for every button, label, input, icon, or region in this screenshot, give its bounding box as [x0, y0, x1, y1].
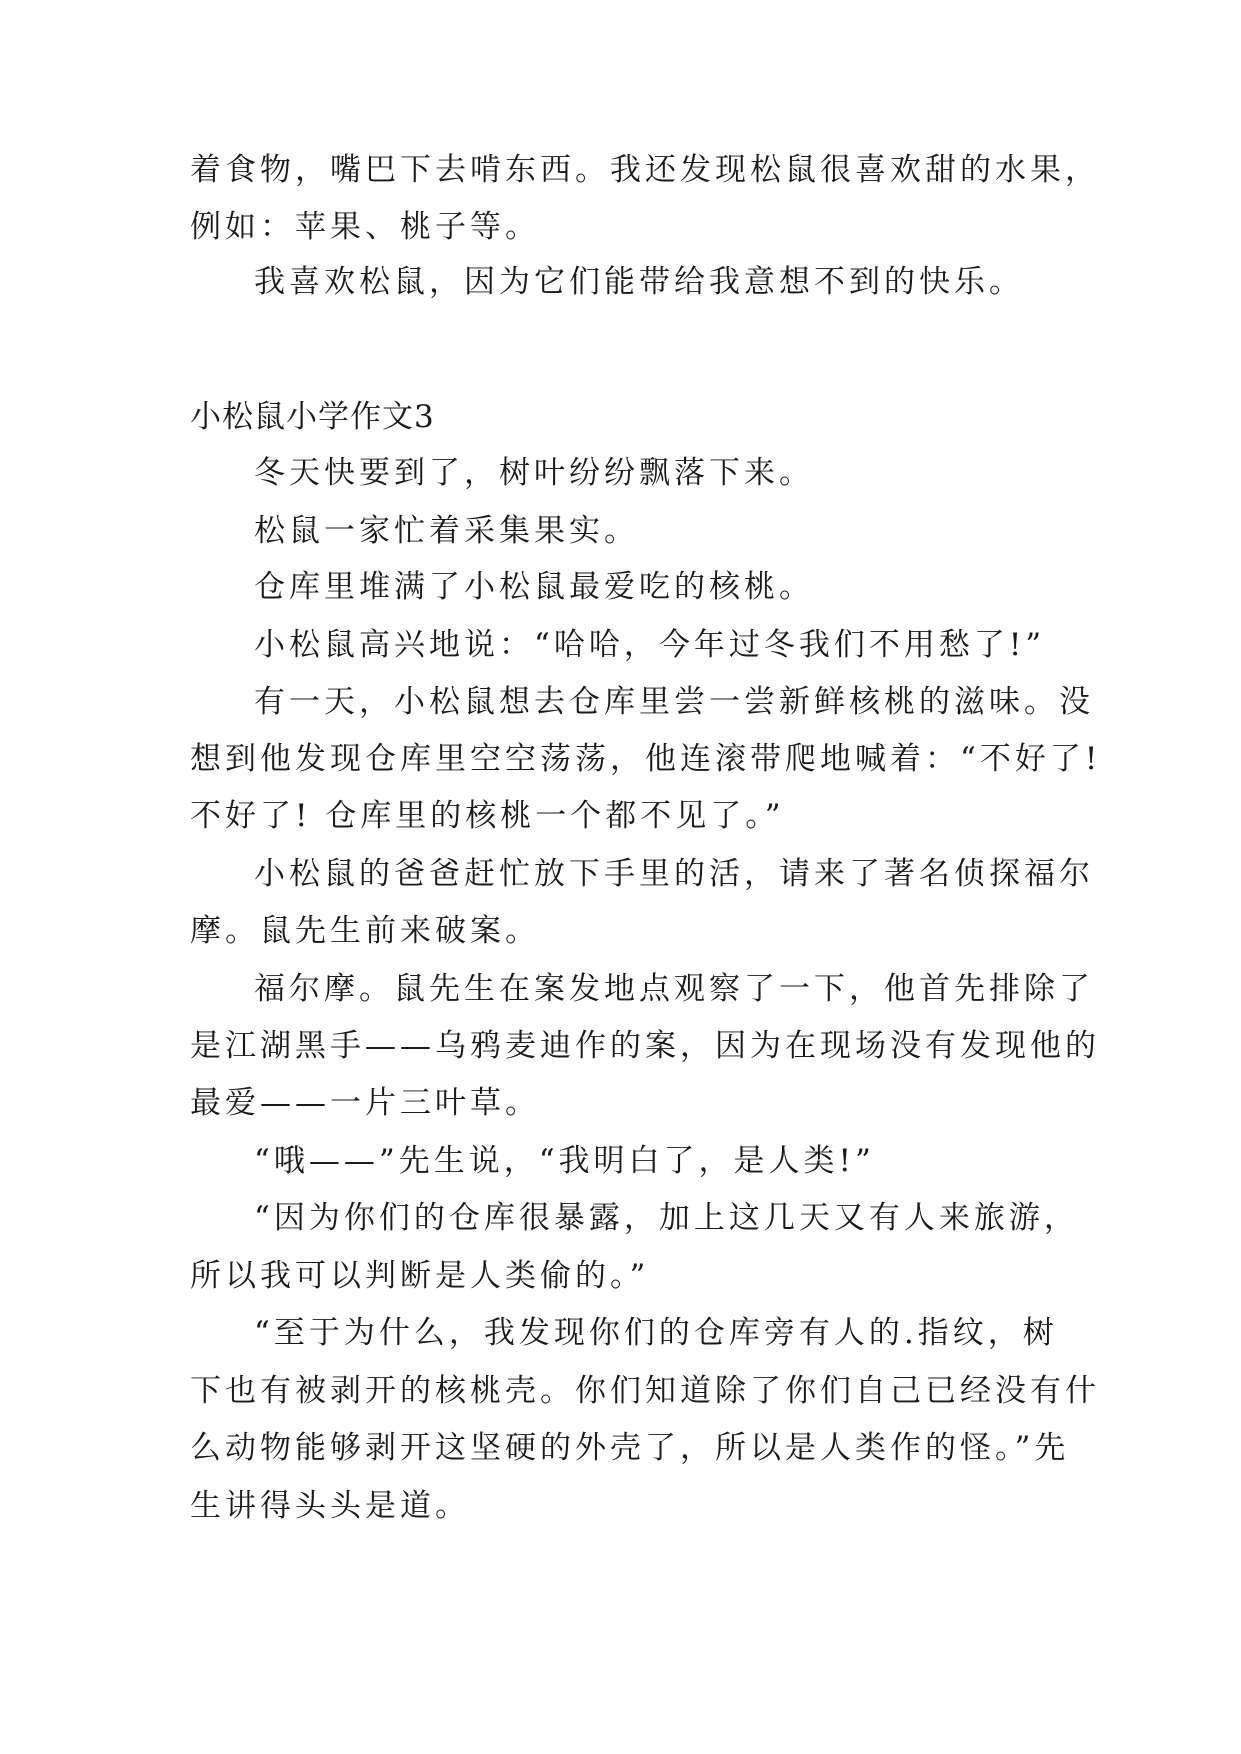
paragraph-line: 摩。鼠先生前来破案。 — [190, 913, 540, 949]
paragraph-line: 下也有被剥开的核桃壳。你们知道除了你们自己已经没有什 — [190, 1373, 1100, 1409]
paragraph-line: 冬天快要到了，树叶纷纷飘落下来。 — [254, 455, 814, 491]
paragraph-line: 最爱——一片三叶草。 — [190, 1085, 540, 1121]
paragraph-line: 是江湖黑手——乌鸦麦迪作的案，因为在现场没有发现他的 — [190, 1028, 1100, 1064]
paragraph-line: 有一天，小松鼠想去仓库里尝一尝新鲜核桃的滋味。没 — [254, 684, 1094, 720]
paragraph-line: 福尔摩。鼠先生在案发地点观察了一下，他首先排除了 — [254, 971, 1094, 1007]
paragraph-line: 小松鼠的爸爸赶忙放下手里的活，请来了著名侦探福尔 — [254, 856, 1094, 892]
paragraph-line: “哦——”先生说，“我明白了，是人类!” — [254, 1143, 875, 1179]
paragraph-line: 么动物能够剥开这坚硬的外壳了，所以是人类作的怪。”先 — [190, 1430, 1070, 1466]
paragraph-line: 想到他发现仓库里空空荡荡，他连滚带爬地喊着：“不好了! — [190, 741, 1102, 777]
section-heading: 小松鼠小学作文3 — [190, 399, 435, 435]
paragraph-line: 我喜欢松鼠，因为它们能带给我意想不到的快乐。 — [254, 264, 1024, 300]
paragraph-line: 不好了! 仓库里的核桃一个都不见了。” — [190, 798, 785, 834]
paragraph-line: 例如：苹果、桃子等。 — [190, 209, 540, 245]
paragraph-line: 仓库里堆满了小松鼠最爱吃的核桃。 — [254, 569, 814, 605]
paragraph-line: “至于为什么，我发现你们的仓库旁有人的.指纹，树 — [254, 1315, 1058, 1351]
paragraph-line: 着食物，嘴巴下去啃东西。我还发现松鼠很喜欢甜的水果， — [190, 152, 1100, 188]
paragraph-line: 松鼠一家忙着采集果实。 — [254, 513, 639, 549]
paragraph-line: “因为你们的仓库很暴露，加上这几天又有人来旅游， — [254, 1200, 1079, 1236]
paragraph-line: 小松鼠高兴地说：“哈哈，今年过冬我们不用愁了!” — [254, 627, 1046, 663]
paragraph-line: 生讲得头头是道。 — [190, 1488, 470, 1524]
paragraph-line: 所以我可以判断是人类偷的。” — [190, 1258, 650, 1294]
